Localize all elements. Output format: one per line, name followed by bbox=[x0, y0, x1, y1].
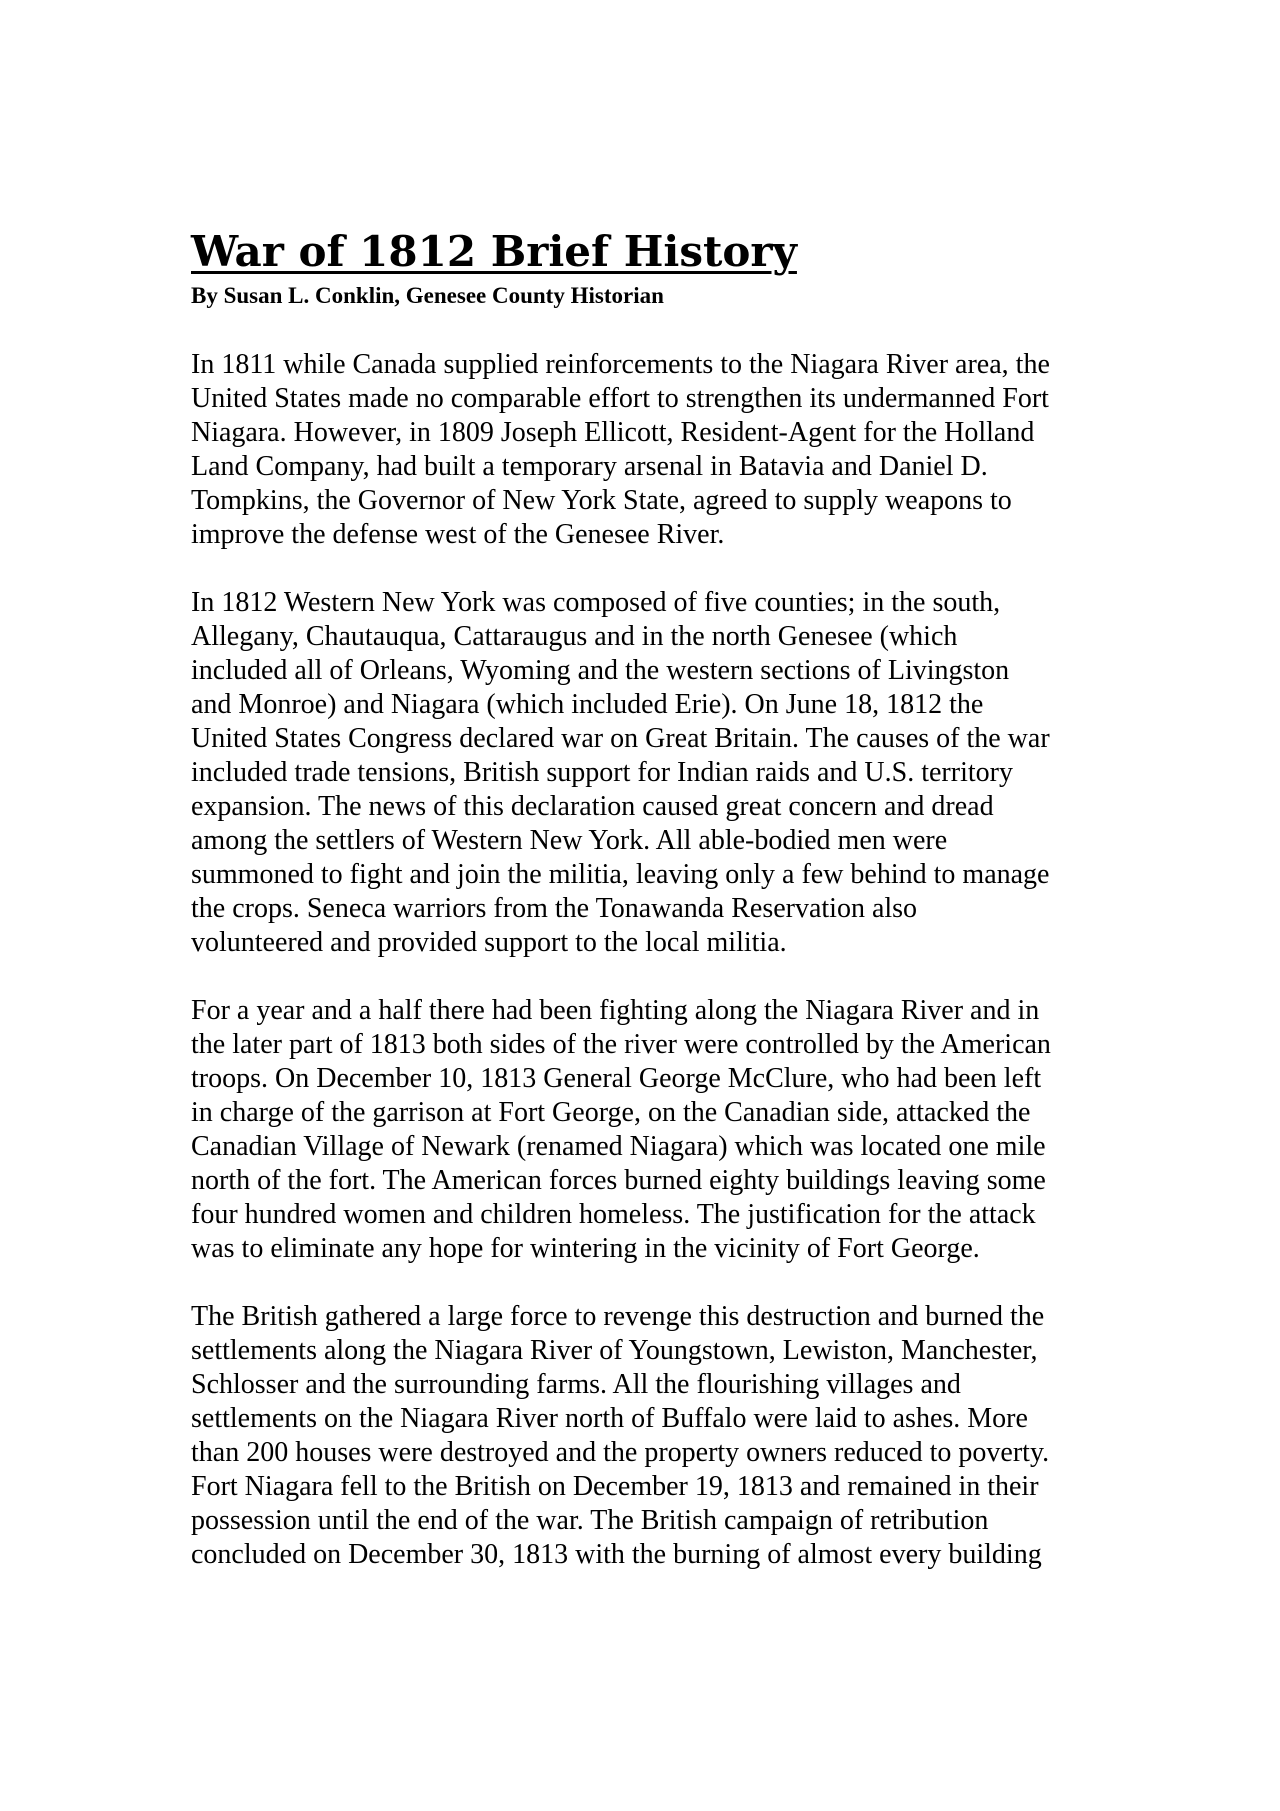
document-title: War of 1812 Brief History bbox=[191, 227, 797, 276]
author-byline: By Susan L. Conklin, Genesee County Historian bbox=[191, 283, 664, 308]
text-line: In 1812 Western New York was composed of five counties; in the south, bbox=[191, 587, 1001, 618]
paragraph-2 bbox=[191, 586, 1111, 960]
text-line: Fort Niagara fell to the British on December 19, 1813 and remained in their bbox=[191, 1471, 1039, 1502]
text-line: improve the defense west of the Genesee River. bbox=[191, 519, 725, 550]
text-line: United States Congress declared war on Great Britain. The causes of the war bbox=[191, 723, 1050, 754]
text-line: settlements along the Niagara River of Youngstown, Lewiston, Manchester, bbox=[191, 1335, 1038, 1366]
text-line: Tompkins, the Governor of New York State, agreed to supply weapons to bbox=[191, 485, 1012, 516]
text-line: in charge of the garrison at Fort George, on the Canadian side, attacked the bbox=[191, 1097, 1031, 1128]
text-line: the crops. Seneca warriors from the Tonawanda Reservation also bbox=[191, 893, 918, 924]
text-line: Schlosser and the surrounding farms. All the flourishing villages and bbox=[191, 1369, 961, 1400]
text-line: summoned to fight and join the militia, leaving only a few behind to manage bbox=[191, 859, 1050, 890]
text-line: In 1811 while Canada supplied reinforcements to the Niagara River area, the bbox=[191, 349, 1050, 380]
text-line: included trade tensions, British support for Indian raids and U.S. territory bbox=[191, 757, 1013, 788]
text-line: Canadian Village of Newark (renamed Niagara) which was located one mile bbox=[191, 1131, 1046, 1162]
text-line: settlements on the Niagara River north of Buffalo were laid to ashes. More bbox=[191, 1403, 1028, 1434]
text-line: than 200 houses were destroyed and the property owners reduced to poverty. bbox=[191, 1437, 1050, 1468]
text-line: possession until the end of the war. The British campaign of retribution bbox=[191, 1505, 989, 1536]
paragraph-4 bbox=[191, 1300, 1111, 1572]
text-line: among the settlers of Western New York. All able-bodied men were bbox=[191, 825, 948, 856]
text-line: included all of Orleans, Wyoming and the western sections of Livingston bbox=[191, 655, 1010, 686]
text-line: The British gathered a large force to revenge this destruction and burned the bbox=[191, 1301, 1045, 1332]
body-text bbox=[191, 348, 1111, 1572]
text-line: north of the fort. The American forces burned eighty buildings leaving some bbox=[191, 1165, 1046, 1196]
text-line: troops. On December 10, 1813 General George McClure, who had been left bbox=[191, 1063, 1042, 1094]
text-line: the later part of 1813 both sides of the river were controlled by the American bbox=[191, 1029, 1051, 1060]
text-line: four hundred women and children homeless. The justification for the attack bbox=[191, 1199, 1036, 1230]
text-line: concluded on December 30, 1813 with the burning of almost every building bbox=[191, 1539, 1042, 1570]
text-line: For a year and a half there had been fighting along the Niagara River and in bbox=[191, 995, 1040, 1026]
text-line: United States made no comparable effort to strengthen its undermanned Fort bbox=[191, 383, 1049, 414]
text-line: Niagara. However, in 1809 Joseph Ellicott, Resident-Agent for the Holland bbox=[191, 417, 1035, 448]
document-content bbox=[191, 228, 1111, 1606]
text-line: Allegany, Chautauqua, Cattaraugus and in the north Genesee (which bbox=[191, 621, 958, 652]
paragraph-1 bbox=[191, 348, 1111, 552]
text-line: expansion. The news of this declaration caused great concern and dread bbox=[191, 791, 994, 822]
paragraph-3 bbox=[191, 994, 1111, 1266]
text-line: Land Company, had built a temporary arsenal in Batavia and Daniel D. bbox=[191, 451, 988, 482]
text-line: was to eliminate any hope for wintering in the vicinity of Fort George. bbox=[191, 1233, 980, 1264]
text-line: volunteered and provided support to the local militia. bbox=[191, 927, 787, 958]
text-line: and Monroe) and Niagara (which included Erie). On June 18, 1812 the bbox=[191, 689, 984, 720]
